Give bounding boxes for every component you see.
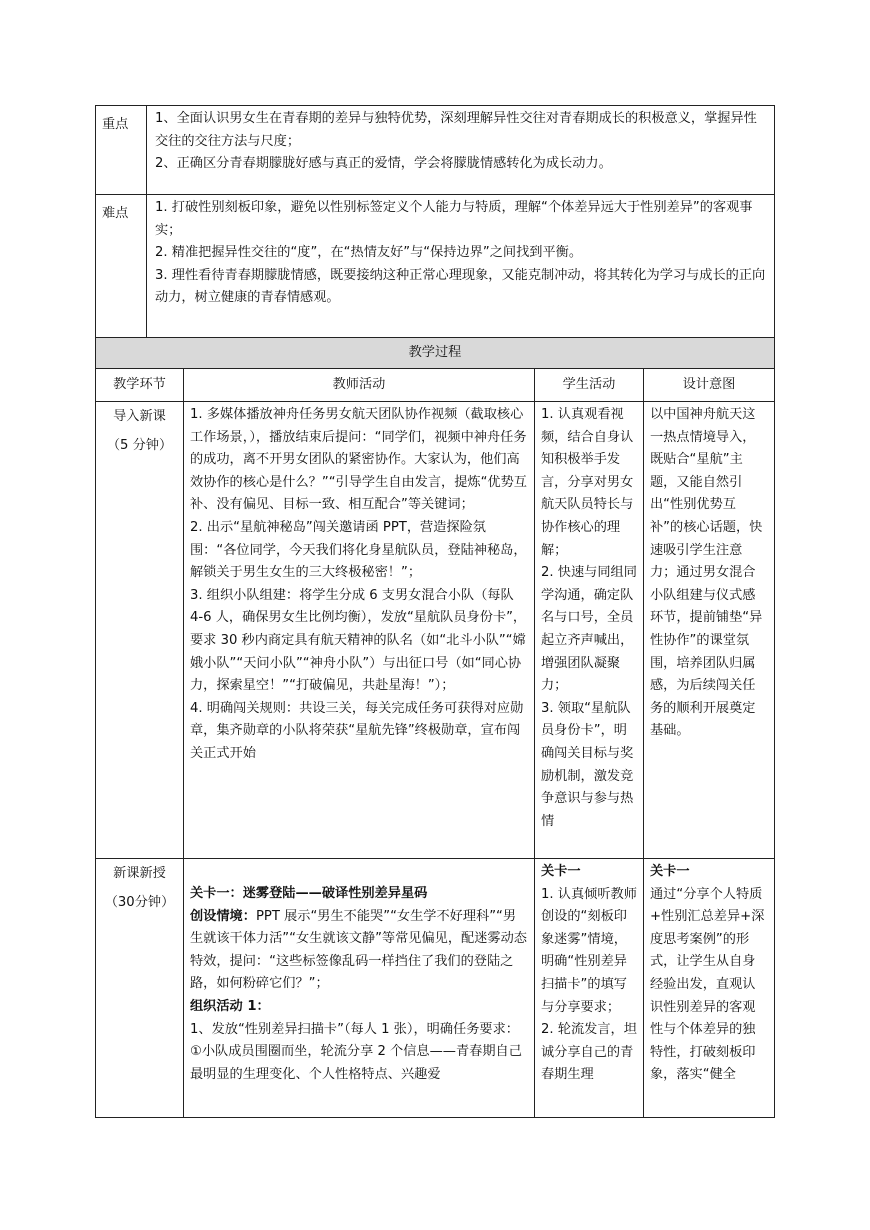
scenario-text: PPT 展示“男生不能哭”“女生学不好理科”“男生就该干体力活”“女生就该文静”等常见偏见，配迷雾动态特效，提问：“这些标签像乱码一样挡住了我们的登陆之路，如何粉碎它们？”；: [190, 908, 527, 992]
scenario-label: 创设情境：: [190, 908, 256, 924]
new-lesson-student-cell: [535, 859, 644, 1118]
key-points-row: [96, 106, 775, 195]
intro-teacher-line: 2. 出示“星航神秘岛”闯关邀请函 PPT，营造探险氛围：“各位同学，今天我们将化身星航队员，登陆神秘岛，解锁关于男生女生的三大终极秘密！”；: [190, 519, 527, 581]
intro-teacher-cell: [184, 402, 535, 859]
header-intent: 设计意图: [644, 369, 775, 402]
level-one-title: 关卡一：迷雾登陆——破译性别差异星码: [190, 886, 428, 901]
intro-teacher-line: 4. 明确闯关规则：共设三关，每关完成任务可获得对应勋章，集齐勋章的小队将荣获“星航先锋”终极勋章，宣布闯关正式开始: [190, 700, 524, 761]
intro-student-line: 3. 领取“星航队员身份卡”，明确闯关目标与奖励机制，激发竞争意识与参与热情: [541, 700, 634, 829]
new-lesson-student-line: 1. 认真倾听教师创设的“刻板印象迷雾”情境，明确“性别差异扫描卡”的填写与分享要求；: [541, 886, 637, 1015]
intro-student-cell: [535, 402, 644, 859]
activity-item: ①小队成员围圈而坐，轮流分享 2 个信息——青春期自己最明显的生理变化、个人性格特点、兴趣爱: [190, 1044, 522, 1082]
key-point-line: 1、全面认识男女生在青春期的差异与独特优势，深刻理解异性交往对青春期成长的积极意义，掌握异性交往的交往方法与尺度；: [155, 111, 757, 149]
difficult-point-line: 3. 理性看待青春期朦胧情感，既要接纳这种正常心理现象，又能克制冲动，将其转化为学习与成长的正向动力，树立健康的青春情感观。: [155, 267, 766, 306]
intro-stage-cell: [96, 402, 184, 859]
new-lesson-row: [96, 859, 775, 1118]
intro-student-line: 1. 认真观看视频，结合自身认知积极举手发言，分享对男女航天队员特长与协作核心的理解；: [541, 407, 634, 558]
new-lesson-stage: 新课新授: [113, 866, 166, 881]
intro-duration: （5 分钟）: [106, 437, 173, 453]
key-point-line: 2、正确区分青春期朦胧好感与真正的爱情，学会将朦胧情感转化为成长动力。: [155, 156, 612, 172]
new-lesson-stage-cell: [96, 859, 184, 1118]
intro-student-line: 2. 快速与同组同学沟通，确定队名与口号，全员起立齐声喊出，增强团队凝聚力；: [541, 565, 637, 694]
key-points-content: [147, 106, 775, 195]
lesson-plan-table: [95, 105, 774, 1118]
process-header-row: [96, 369, 775, 402]
difficult-point-line: 1. 打破性别刻板印象，避免以性别标签定义个人能力与特质，理解“个体差异远大于性别差异”的客观事实；: [155, 200, 753, 238]
header-stage: 教学环节: [96, 369, 184, 402]
intent-level-title: 关卡一: [650, 864, 690, 879]
new-lesson-intent: 通过“分享个人特质+性别汇总差异+深度思考案例”的形式，让学生从自身经验出发，直观认识性别差异的客观性与个体差异的独特性，打破刻板印象，落实“健全: [650, 886, 765, 1083]
new-lesson-teacher-cell: [184, 859, 535, 1118]
intro-teacher-line: 1. 多媒体播放神舟任务男女航天团队协作视频（截取核心工作场景，），播放结束后提问：“同学们，视频中神舟任务的成功，离不开男女团队的紧密协作。大家认为，他们高效协作的核心是什么？”“引导学生自由发言，提炼“优势互补、没有偏见、目标一致、相互配合”等关键词；: [190, 407, 527, 513]
scenario-paragraph: [190, 906, 528, 996]
intro-teacher-line: 3. 组织小队组建：将学生分成 6 支男女混合小队（每队 4-6 人，确保男女生比例均衡），发放“星航队员身份卡”，要求 30 秒内商定具有航天精神的队名（如“北斗小队”“嫦娥小队”“天问小队”“神舟小队”）与出征口号（如“同心协力，探索星空！”“打破偏见，共赴星海！”）；: [190, 587, 527, 694]
activity-label: 组织活动 1：: [190, 998, 270, 1014]
activity-text: 1、发放“性别差异扫描卡”（每人 1 张），明确任务要求：: [190, 1021, 519, 1037]
header-teacher: 教师活动: [184, 369, 535, 402]
intro-intent: 以中国神舟航天这一热点情境导入，既贴合“星航”主题，又能自然引出“性别优势互补”的核心话题，快速吸引学生注意力；通过男女混合小队组建与仪式感环节，提前铺垫“异性协作”的课堂氛围，培养团队归属感，为后续闯关任务的顺利开展奠定基础。: [650, 407, 763, 739]
difficult-points-row: [96, 195, 775, 338]
key-points-label: 重点: [96, 106, 147, 195]
process-title-row: [96, 338, 775, 369]
difficult-point-line: 2. 精准把握异性交往的“度”，在“热情友好”与“保持边界”之间找到平衡。: [155, 245, 583, 261]
new-lesson-intent-cell: [644, 859, 775, 1118]
header-student: 学生活动: [535, 369, 644, 402]
difficult-points-content: [147, 195, 775, 338]
intro-row: [96, 402, 775, 859]
process-title: 教学过程: [96, 338, 775, 369]
new-lesson-student-line: 2. 轮流发言，坦诚分享自己的青春期生理: [541, 1022, 637, 1083]
difficult-points-label: 难点: [96, 195, 147, 338]
student-level-title: 关卡一: [541, 864, 581, 879]
intro-stage: 导入新课: [113, 409, 166, 424]
new-lesson-duration: （30分钟）: [104, 894, 175, 910]
intro-intent-cell: [644, 402, 775, 859]
